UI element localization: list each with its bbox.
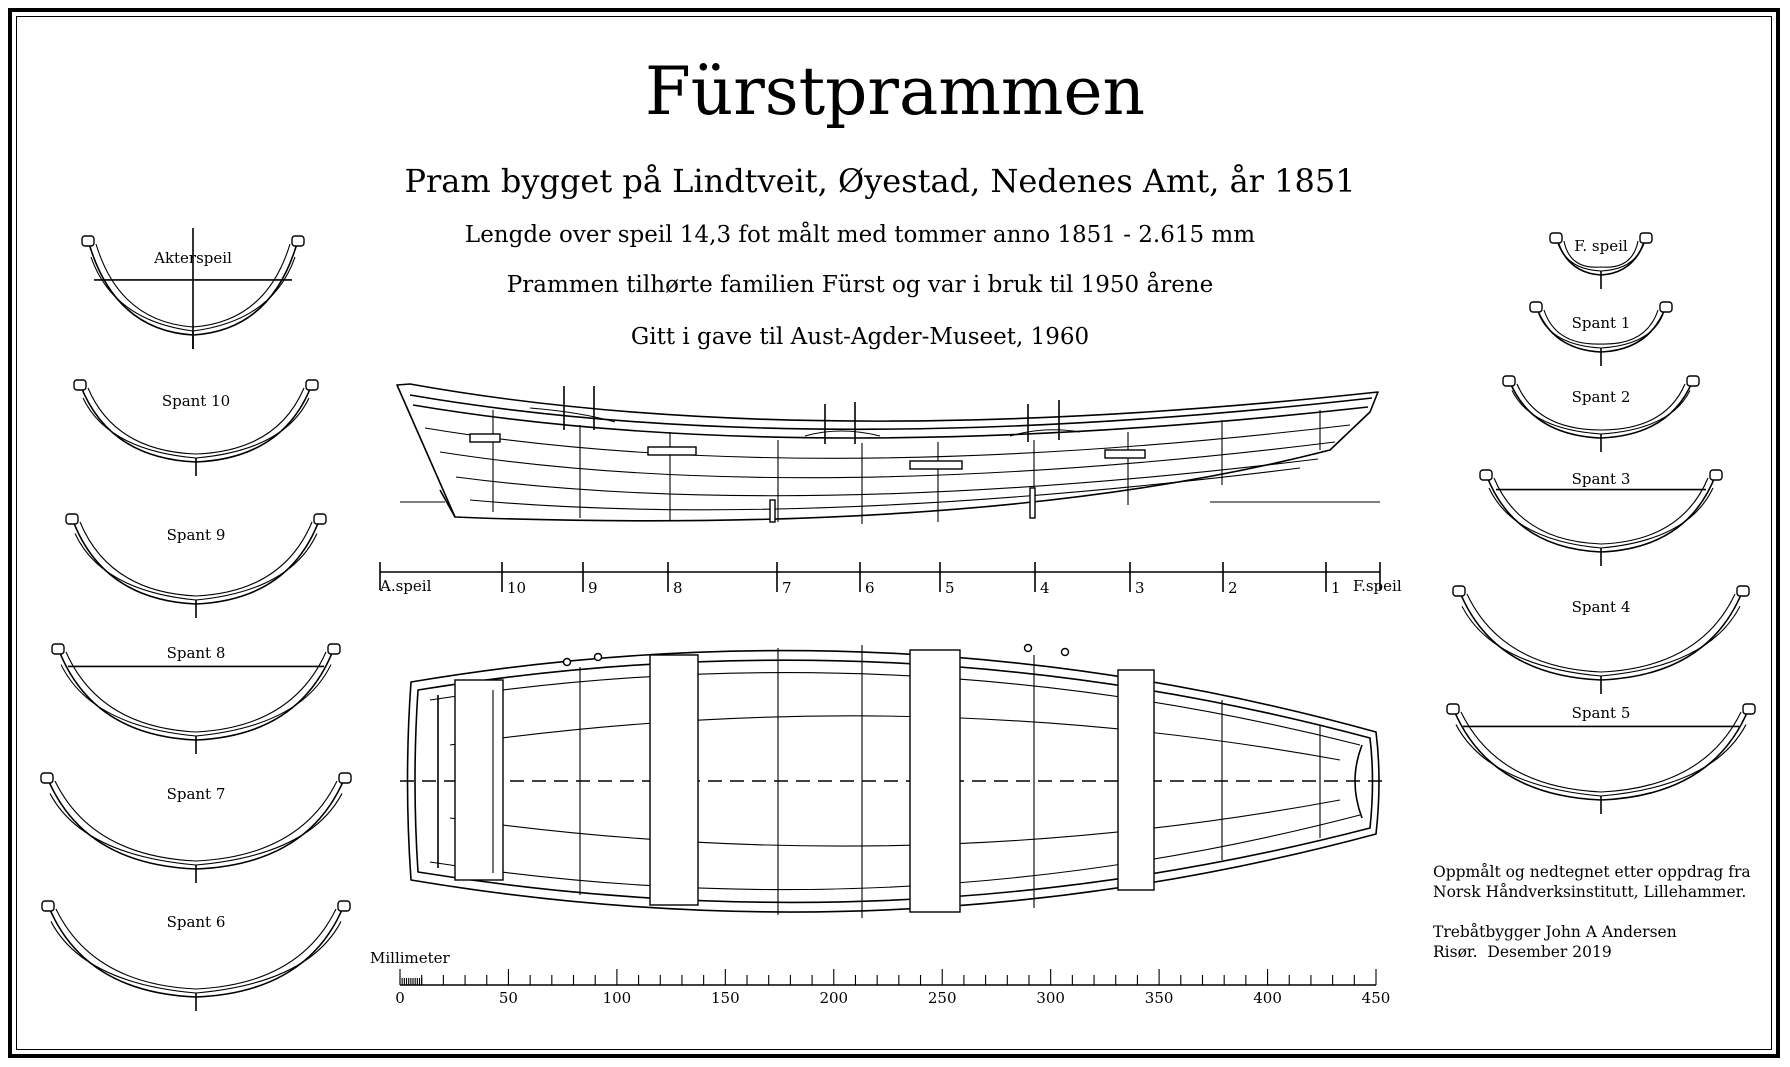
section-f-speil xyxy=(1550,233,1652,289)
section-spant-3-label: Spant 3 xyxy=(1571,470,1631,488)
axis-label-4: 4 xyxy=(1040,579,1050,597)
info-owner: Prammen tilhørte familien Fürst og var i bruk til 1950 årene xyxy=(506,272,1214,298)
section-spant-6-label: Spant 6 xyxy=(166,913,226,931)
section-spant-7-label: Spant 7 xyxy=(166,785,226,803)
scale-label-200: 200 xyxy=(819,989,849,1007)
section-akterspeil xyxy=(82,228,304,349)
axis-label-start: A.speil xyxy=(380,577,432,595)
section-spant-1-label: Spant 1 xyxy=(1571,314,1631,332)
axis-label-2: 2 xyxy=(1228,579,1238,597)
station-axis xyxy=(379,562,1402,597)
section-spant-1 xyxy=(1530,302,1672,366)
section-spant-2 xyxy=(1503,376,1699,452)
section-spant-9-label: Spant 9 xyxy=(166,526,226,544)
scale-label-50: 50 xyxy=(498,989,518,1007)
cross-sections xyxy=(41,228,1755,1011)
scale-label-350: 350 xyxy=(1144,989,1174,1007)
profile-frames xyxy=(493,410,1320,524)
axis-label-9: 9 xyxy=(588,579,598,597)
section-spant-4-label: Spant 4 xyxy=(1571,598,1631,616)
section-spant-4 xyxy=(1453,586,1749,694)
plan-view xyxy=(400,645,1390,919)
section-spant-10 xyxy=(74,380,318,476)
info-length: Lengde over speil 14,3 fot målt med tommer anno 1851 - 2.615 mm xyxy=(464,222,1256,248)
scale-bar xyxy=(370,949,1390,1007)
axis-label-5: 5 xyxy=(945,579,955,597)
scale-label-300: 300 xyxy=(1036,989,1065,1007)
axis-label-6: 6 xyxy=(865,579,875,597)
drawing-title: Fürstprammen xyxy=(644,53,1146,130)
section-spant-3 xyxy=(1480,470,1722,566)
section-f-speil-label: F. speil xyxy=(1574,237,1628,255)
section-spant-10-label: Spant 10 xyxy=(161,392,231,410)
scale-label-0: 0 xyxy=(395,989,405,1007)
section-akterspeil-label: Akterspeil xyxy=(154,249,232,267)
scale-label-100: 100 xyxy=(602,989,632,1007)
scale-label-400: 400 xyxy=(1253,989,1282,1007)
section-spant-8-label: Spant 8 xyxy=(166,644,226,662)
section-spant-5 xyxy=(1447,704,1755,814)
section-spant-8 xyxy=(52,644,340,754)
profile-view xyxy=(397,384,1380,524)
axis-label-end: F.speil xyxy=(1353,577,1402,595)
section-spant-9 xyxy=(66,514,326,618)
info-gift: Gitt i gave til Aust-Agder-Museet, 1960 xyxy=(630,324,1090,350)
section-spant-2-label: Spant 2 xyxy=(1571,388,1631,406)
drawing-subtitle: Pram bygget på Lindtveit, Øyestad, Nedenes Amt, år 1851 xyxy=(404,162,1356,200)
scale-label-150: 150 xyxy=(711,989,740,1007)
section-spant-5-label: Spant 5 xyxy=(1571,704,1631,722)
axis-label-10: 10 xyxy=(507,579,527,597)
scale-label-450: 450 xyxy=(1361,989,1391,1007)
axis-label-3: 3 xyxy=(1135,579,1145,597)
section-spant-7 xyxy=(41,773,351,883)
credit-block: Oppmålt og nedtegnet etter oppdrag fra Norsk Håndverksinstitutt, Lillehammer. Trebåtbygger John A Andersen Risør. Desember 2019 xyxy=(1433,863,1751,961)
axis-label-1: 1 xyxy=(1331,579,1341,597)
axis-label-8: 8 xyxy=(673,579,683,597)
scale-label-250: 250 xyxy=(927,989,957,1007)
section-spant-6 xyxy=(42,901,350,1011)
axis-label-7: 7 xyxy=(782,579,792,597)
scale-unit-label: Millimeter xyxy=(370,949,450,967)
